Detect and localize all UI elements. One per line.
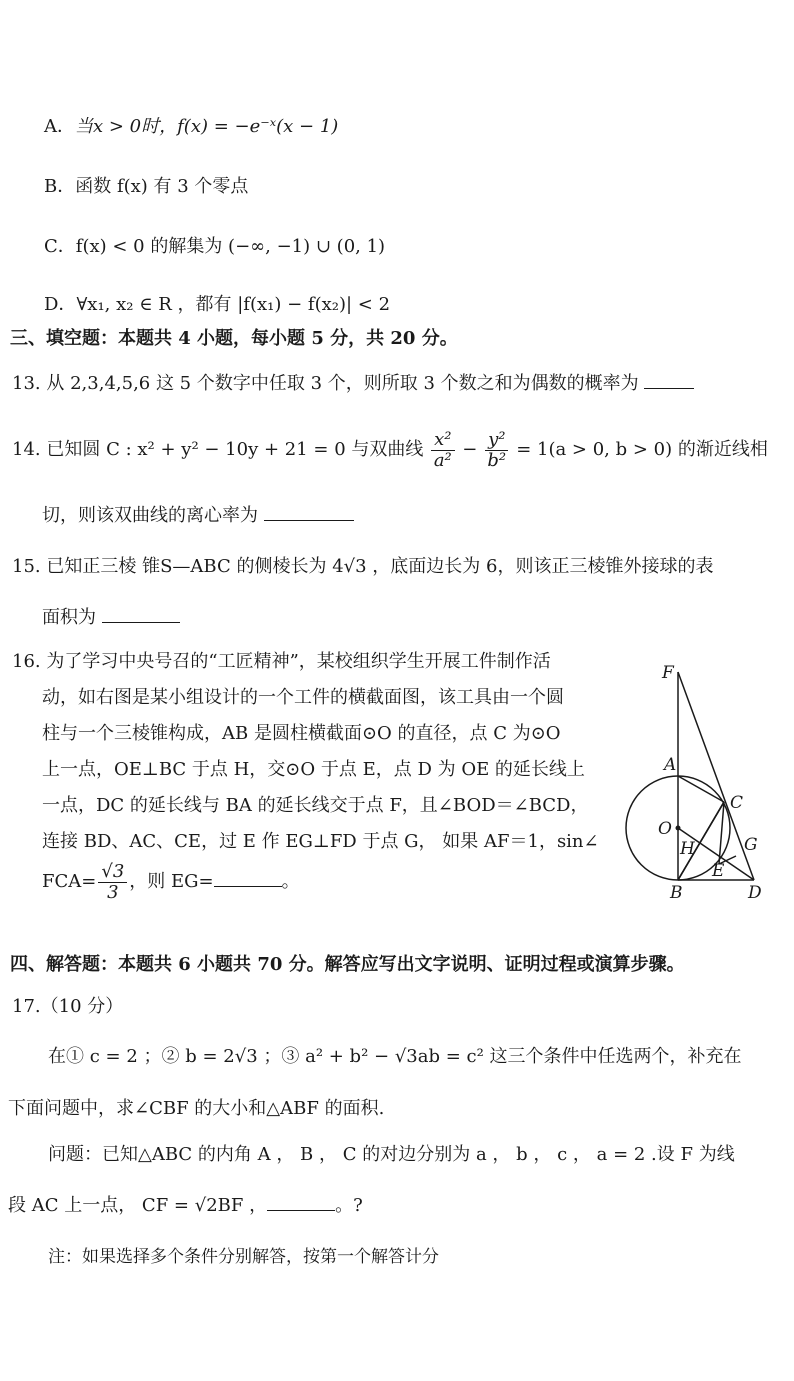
question-16 (12, 644, 607, 904)
q14-minus: − (462, 439, 478, 460)
option-b-label: B． (44, 176, 76, 197)
label-c: C (730, 793, 744, 813)
option-c (44, 234, 385, 260)
q13-answer-blank[interactable] (644, 370, 694, 389)
q14-frac1-den: a² (433, 449, 452, 471)
label-b: B (670, 883, 683, 903)
q16-line-4: 一点，DC 的延长线与 BA 的延长线交于点 F，且∠BOD＝∠BCD， (42, 795, 589, 816)
q17-line-3: 问题：已知△ABC 的内角 A ， B ， C 的对边分别为 a ， b ， c ， a = 2 .设 F 为线 (48, 1144, 735, 1165)
q16-line-2: 柱与一个三棱锥构成，AB 是圆柱横截面⊙O 的直径，点 C 为⊙O (42, 723, 561, 744)
q17-header: 17.（10 分） (12, 996, 124, 1017)
q16-fraction (98, 862, 127, 903)
q16-line-6 (12, 860, 607, 904)
q16-answer-blank[interactable] (214, 868, 282, 887)
label-h: H (680, 839, 695, 859)
q14-pre: 已知圆 C : x² + y² − 10y + 21 = 0 与双曲线 (46, 439, 424, 460)
question-15 (12, 554, 713, 580)
q17-line-1: 在① c = 2 ；② b = 2√3 ；③ a² + b² − √3ab = c² 这三个条件中任选两个，补充在 (48, 1046, 742, 1067)
section-3-title: 三、填空题：本题共 4 小题，每小题 5 分，共 20 分。 (10, 328, 458, 349)
q17-answer-blank[interactable] (267, 1192, 335, 1211)
option-a-text: 当x > 0时，f(x) = −e⁻ˣ(x − 1) (75, 116, 339, 137)
q16-line-1: 动，如右图是某小组设计的一个工件的横截面图，该工具由一个圆 (42, 687, 564, 708)
q16-frac-num: √3 (98, 862, 127, 883)
q16-line-3: 上一点，OE⊥BC 于点 H，交⊙O 于点 E，点 D 为 OE 的延长线上 (42, 759, 585, 780)
option-b (44, 174, 248, 200)
q15-number: 15. (12, 556, 41, 577)
q17-note: 注：如果选择多个条件分别解答，按第一个解答计分 (48, 1247, 439, 1267)
q17-line4-post: 。? (335, 1195, 363, 1216)
q17-line4-pre: 段 AC 上一点， CF = √2BF ， (8, 1195, 268, 1216)
q13-text: 从 2,3,4,5,6 这 5 个数字中任取 3 个，则所取 3 个数之和为偶数的概率为 (46, 373, 639, 394)
q16-line-5: 连接 BD、AC、CE，过 E 作 EG⊥FD 于点 G， 如果 AF＝1，sin∠ (42, 831, 599, 852)
q16-last-mid: ，则 EG= (129, 871, 214, 892)
option-a-label: A． (44, 116, 75, 137)
section-4-title: 四、解答题：本题共 6 小题共 70 分。解答应写出文字说明、证明过程或演算步骤。 (10, 954, 685, 975)
q16-text-0: 为了学习中央号召的“工匠精神”，某校组织学生开展工件制作活 (46, 651, 551, 672)
center-dot (676, 826, 681, 831)
label-e: E (712, 861, 725, 881)
option-c-text: f(x) < 0 的解集为 (−∞, −1) ∪ (0, 1) (75, 236, 386, 257)
q15-line2: 面积为 (42, 607, 96, 628)
question-13 (12, 370, 694, 397)
option-d (44, 292, 390, 318)
q17-line-2: 下面问题中，求∠CBF 的大小和△ABF 的面积. (8, 1098, 385, 1119)
question-14 (12, 428, 768, 472)
label-a: A (664, 755, 677, 775)
label-g: G (744, 835, 758, 855)
q14-answer-blank[interactable] (264, 502, 354, 521)
q14-post: = 1(a > 0, b > 0) 的渐近线相 (516, 439, 768, 460)
q14-line2: 切，则该双曲线的离心率为 (42, 505, 258, 526)
q16-last-pre: FCA= (42, 871, 97, 892)
q17-line-4 (8, 1192, 363, 1219)
q14-frac2-den: b² (487, 449, 507, 471)
q15-answer-blank[interactable] (102, 604, 180, 623)
label-o: O (658, 819, 672, 839)
q16-line-0 (12, 644, 607, 680)
option-c-label: C． (44, 236, 76, 257)
label-d: D (748, 883, 762, 903)
q13-number: 13. (12, 373, 41, 394)
option-a (44, 114, 338, 140)
q14-fraction-x (431, 430, 454, 471)
q14-frac1-num: x² (431, 430, 454, 451)
option-d-label: D． (44, 294, 77, 315)
option-d-text: ∀x₁, x₂ ∈ R ，都有 |f(x₁) − f(x₂)| < 2 (76, 294, 391, 315)
option-b-text: 函数 f(x) 有 3 个零点 (75, 176, 249, 197)
q14-frac2-num: y² (485, 430, 508, 451)
q15-text: 已知正三棱 锥S—ABC 的侧棱长为 4√3 ，底面边长为 6，则该正三棱锥外接球的表 (46, 556, 714, 577)
q16-frac-den: 3 (107, 881, 119, 903)
question-15-line-2 (42, 604, 180, 631)
q14-number: 14. (12, 439, 41, 460)
q16-number: 16. (12, 651, 41, 672)
geometry-figure (618, 658, 778, 906)
label-f: F (662, 663, 674, 683)
q14-fraction-y (485, 430, 508, 471)
q16-last-end: 。 (281, 871, 300, 892)
question-14-line-2 (42, 502, 354, 529)
